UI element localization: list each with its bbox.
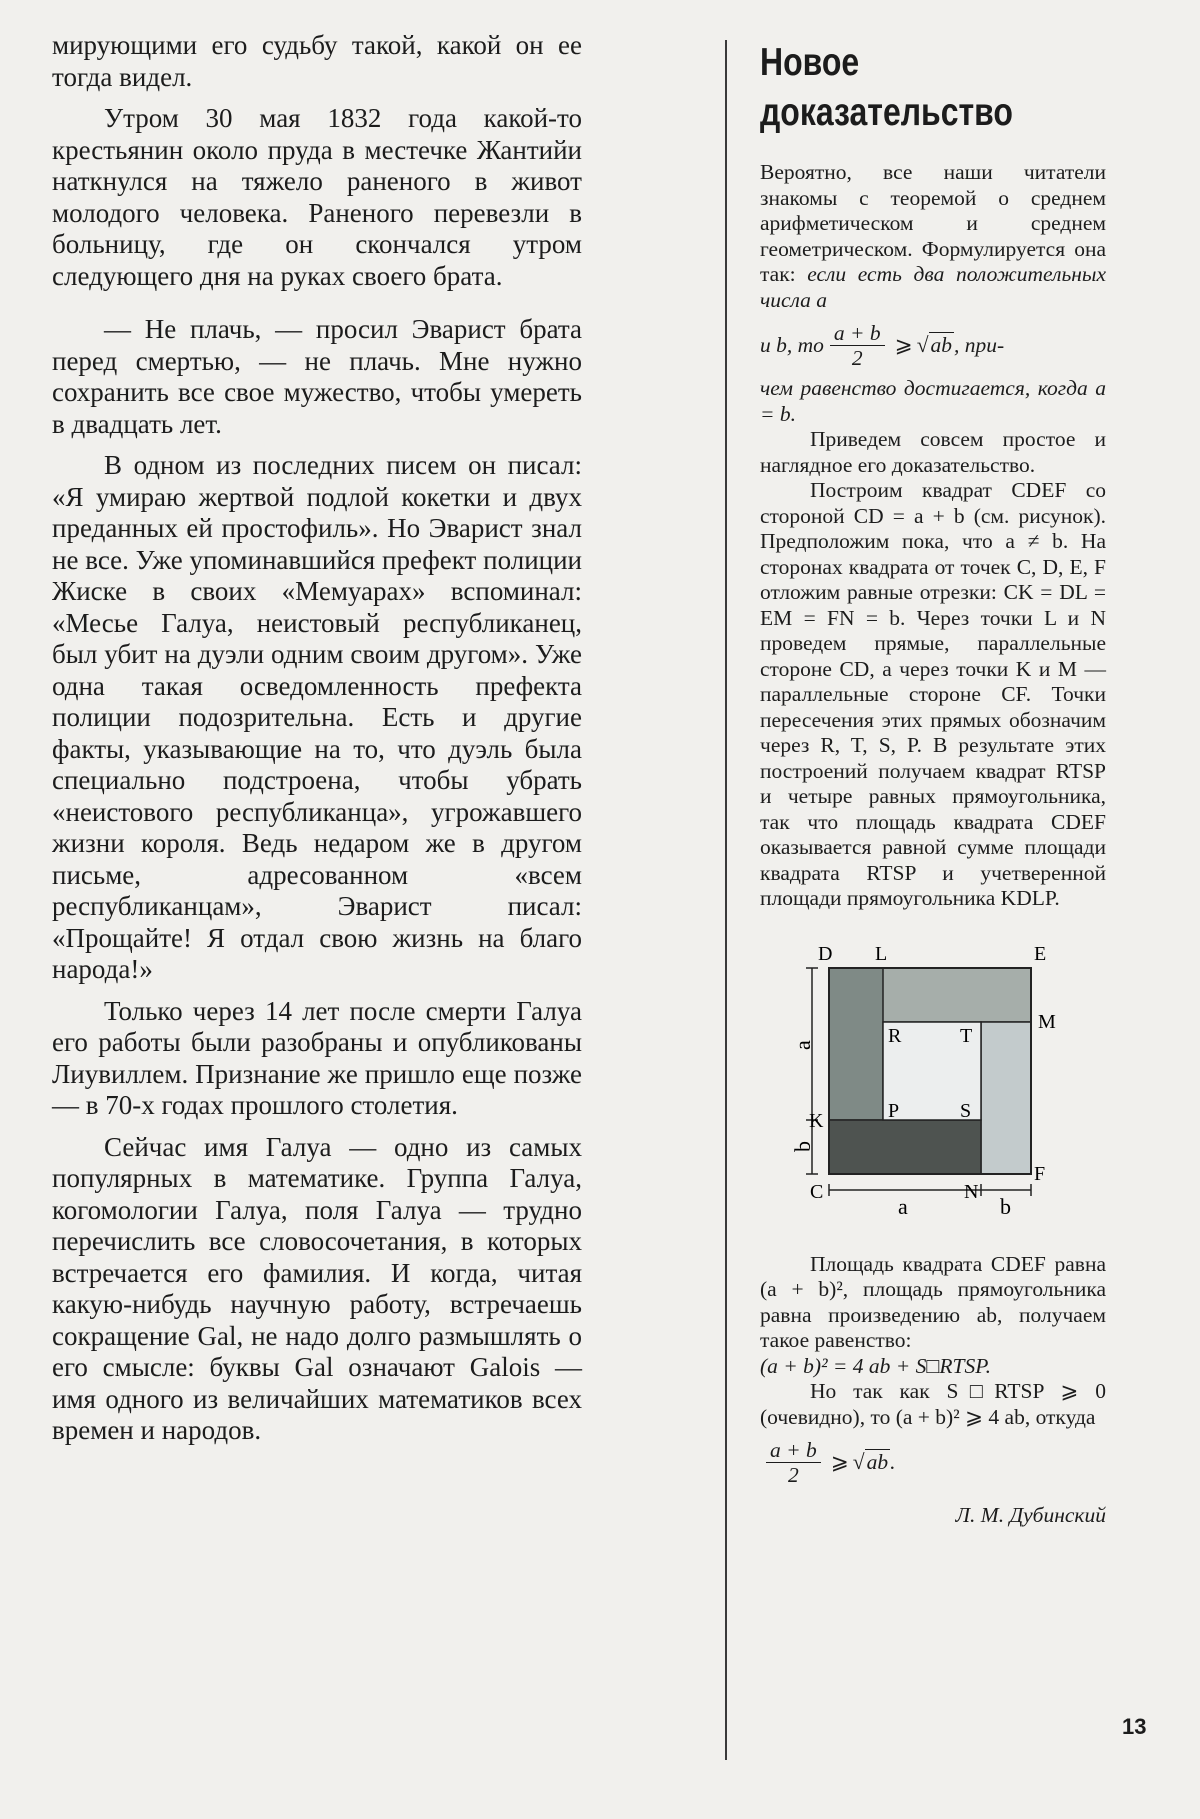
paragraph-legacy: Сейчас имя Галуа — одно из самых популярных в математике. Группа Галуа, когомологии Галуа, поля Галуа — трудно перечислить все словосочетания, в которых встречается его фамилия. И когда, читая какую-нибудь научную работу, встречаешь сокращение Gal, не надо долго размышлять о его смысле: буквы Gal означают Galois — имя одного из величайших математиков всех времен и народов. bbox=[52, 1131, 582, 1445]
label-N: N bbox=[964, 1180, 979, 1203]
final-fraction-numerator: a + b bbox=[766, 1438, 821, 1463]
paragraph-letters: В одном из последних писем он писал: «Я умираю жертвой подлой кокетки и двух преданных ей простофиль». Но Эварист знал не все. Уже упоминавшийся префект полиции Жиске в своих «Мемуарах» вспоминал: «Месье Галуа, неистовый республиканец, был убит на дуэли одним своим другом». Уже одна такая осведомленность префекта полиции подозрительна. Есть и другие факты, указывающие на то, что дуэль была специально подстроена, чтобы убрать «неистового республиканца», угрожавшего жизни короля. Ведь недаром же в другом письме, адресованном «всем республиканцам», Эварист писал: «Прощайте! Я отдал свою жизнь на благо народа!» bbox=[52, 450, 582, 984]
final-inequality: $\frac{a + b}{2}$ ⩾ √ ab . bbox=[760, 1438, 1106, 1487]
sqrt-argument: ab bbox=[930, 333, 952, 358]
label-b-vertical: b bbox=[790, 1140, 815, 1152]
area-equation: (a + b)² = 4 ab + S□RTSP. bbox=[760, 1353, 991, 1378]
paragraph-simple-proof: Приведем совсем простое и наглядное его доказательство. bbox=[760, 427, 1106, 477]
fraction-denominator: 2 bbox=[851, 346, 863, 370]
final-ge-sign: ⩾ bbox=[830, 1449, 849, 1474]
page-number: 13 bbox=[1122, 1714, 1147, 1739]
article-title bbox=[760, 38, 1044, 138]
label-a-horizontal: a bbox=[898, 1193, 908, 1219]
fraction-a-plus-b-over-2 bbox=[830, 321, 885, 370]
paragraph-area: Площадь квадрата CDEF равна (a + b)², площадь прямоугольника равна произведению ab, получаем такое равенство: bbox=[760, 1251, 1106, 1352]
label-a-vertical: a bbox=[790, 1039, 815, 1050]
final-fraction-denominator: 2 bbox=[788, 1463, 799, 1487]
author-signature: Л. М. Дубинский bbox=[955, 1503, 1106, 1527]
title-line-1: Новое bbox=[760, 41, 860, 84]
label-K: K bbox=[809, 1109, 824, 1132]
paragraph-publication: Только через 14 лет после смерти Галуа его работы были разобраны и опубликованы Лиувиллем. Признание же пришло еще позже — в 70-х годах прошлого столетия. bbox=[52, 995, 582, 1120]
label-F: F bbox=[1034, 1162, 1046, 1185]
final-sqrt-sign: √ bbox=[852, 1449, 865, 1474]
label-b-horizontal: b bbox=[1000, 1193, 1011, 1219]
label-P: P bbox=[888, 1099, 900, 1122]
fraction-numerator: a + b bbox=[830, 321, 885, 346]
label-T: T bbox=[960, 1024, 973, 1047]
left-column bbox=[52, 30, 582, 1457]
label-L: L bbox=[875, 942, 888, 965]
final-fraction bbox=[766, 1438, 821, 1487]
final-sqrt-argument: ab bbox=[866, 1450, 889, 1475]
intro-text: Вероятно, все наши читатели знакомы с теоремой о среднем арифметическом и среднем геометрическом. Формулируется она так: bbox=[760, 160, 1106, 286]
left-rectangle bbox=[829, 968, 883, 1120]
intro-paragraph bbox=[760, 160, 1106, 313]
formula-prefix: и b, то bbox=[760, 332, 824, 357]
am-gm-formula bbox=[760, 321, 1106, 370]
proof-figure bbox=[760, 930, 1100, 1230]
paragraph-last-words: — Не плачь, — просил Эварист брата перед смертью, — не плачь. Мне нужно сохранить все свое мужество, чтобы умереть в двадцать лет. bbox=[52, 314, 582, 439]
paragraph-construction: Построим квадрат CDEF со стороной CD = a + b (см. рисунок). Предположим пока, что a ≠ b. На сторонах квадрата от точек C, D, E, F отложим равные отрезки: CK = DL = EM = FN = b. Через точки L и N проведем прямые, параллельные стороне CD, а через точки K и M — параллельные стороне CF. Точки пересечения этих прямых обозначим через R, T, S, P. В результате этих построений получаем квадрат RTSP и четыре равных прямоугольника, так что площадь квадрата CDEF оказывается равной сумме площади квадрата RTSP и учетверенной площади прямоугольника KDLP. bbox=[760, 478, 1106, 910]
right-rectangle bbox=[981, 1022, 1031, 1174]
ge-sign: ⩾ bbox=[894, 332, 913, 357]
sqrt-sign: √ bbox=[916, 332, 929, 357]
title-line-2: доказательство bbox=[760, 91, 1013, 134]
paragraph-conclusion: Но так как S□RTSP ⩾ 0 (очевидно), то (a + b)² ⩾ 4 ab, откуда bbox=[760, 1379, 1106, 1429]
right-column bbox=[760, 30, 1106, 1529]
intro-italic: если есть два положительных числа a bbox=[760, 262, 1106, 312]
label-E: E bbox=[1034, 942, 1047, 965]
paragraph-duel-morning: Утром 30 мая 1832 года какой-то крестьянин около пруда в местечке Жантийи наткнулся на тяжело раненого в живот молодого человека. Раненого перевезли в больницу, где он скончался утром следующего дня на руках своего брата. bbox=[52, 103, 582, 291]
label-D: D bbox=[818, 942, 833, 965]
square-diagram bbox=[760, 930, 1100, 1230]
label-R: R bbox=[888, 1024, 902, 1047]
formula-suffix: , при- bbox=[954, 332, 1005, 357]
equality-condition: чем равенство достигается, когда a = b. bbox=[760, 376, 1106, 426]
column-divider bbox=[725, 40, 727, 1760]
paragraph-continuation: мирующими его судьбу такой, какой он ее тогда видел. bbox=[52, 30, 582, 92]
label-S: S bbox=[960, 1099, 972, 1122]
label-M: M bbox=[1038, 1010, 1056, 1033]
label-C: C bbox=[810, 1180, 824, 1203]
bottom-rectangle bbox=[829, 1120, 981, 1174]
